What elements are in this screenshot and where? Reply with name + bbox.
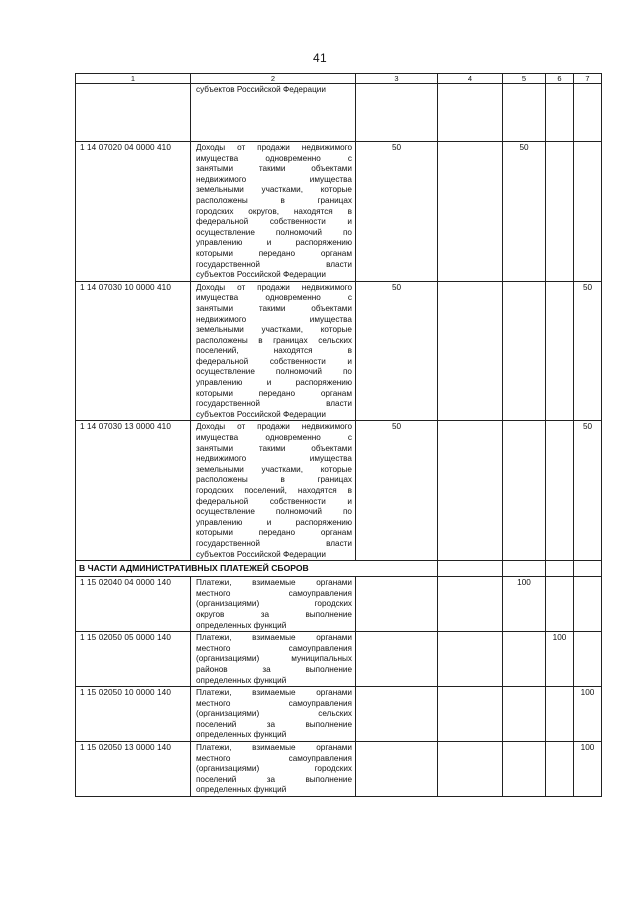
name-line: осуществление полномочий по — [196, 507, 352, 517]
header-cell-6: 6 — [546, 74, 574, 84]
value-cell-c6 — [546, 421, 574, 561]
value-cell-c4 — [438, 421, 503, 561]
name-cell — [191, 84, 356, 142]
value-cell-c3 — [356, 687, 438, 742]
header-cell-5: 5 — [503, 74, 546, 84]
value-cell-c3 — [356, 577, 438, 632]
value-cell-c5 — [503, 281, 546, 421]
value-cell-c5 — [503, 421, 546, 561]
value-cell-c7: 100 — [574, 687, 602, 742]
table-row — [76, 142, 602, 282]
name-line: субъектов Российской Федерации — [196, 85, 326, 94]
name-line: которыми передано органам — [196, 388, 352, 398]
value-cell-c4 — [438, 577, 503, 632]
name-line: недвижимого имущества — [196, 174, 352, 184]
table-row — [76, 742, 602, 797]
value-cell-c6: 100 — [546, 632, 574, 687]
name-line: земельными участками, которые — [196, 325, 352, 335]
name-line: определенных функций — [196, 730, 287, 740]
value-cell — [356, 84, 438, 142]
name-line: поселений, находятся в — [196, 346, 352, 356]
name-line: имущества одновременно с — [196, 433, 352, 443]
value-cell-c3 — [356, 632, 438, 687]
name-line: занятыми такими объектами — [196, 303, 352, 313]
name-line: субъектов Российской Федерации — [196, 270, 326, 280]
value-cell-c7 — [574, 142, 602, 282]
value-cell-c5 — [503, 632, 546, 687]
name-line: определенных функций — [196, 675, 287, 685]
name-line: определенных функций — [196, 620, 287, 630]
value-cell — [438, 84, 503, 142]
name-line: определенных функций — [196, 785, 287, 795]
name-line: Платежи, взимаемые органами — [196, 743, 352, 753]
code-cell: 1 15 02050 10 0000 140 — [76, 687, 191, 742]
header-cell-4: 4 — [438, 74, 503, 84]
name-line: государственной власти — [196, 538, 352, 548]
table-row — [76, 281, 602, 421]
value-cell-c7: 50 — [574, 281, 602, 421]
code-cell: 1 15 02050 13 0000 140 — [76, 742, 191, 797]
name-line: федеральной собственности и — [196, 356, 352, 366]
value-cell — [574, 561, 602, 577]
value-cell-c6 — [546, 142, 574, 282]
value-cell-c5: 50 — [503, 142, 546, 282]
name-line: округов за выполнение — [196, 609, 352, 619]
table-row — [76, 687, 602, 742]
name-line: местного самоуправления — [196, 698, 352, 708]
name-line: (организациями) городских — [196, 764, 352, 774]
name-line: земельными участками, которые — [196, 464, 352, 474]
name-cell — [191, 687, 356, 742]
name-line: местного самоуправления — [196, 588, 352, 598]
value-cell — [546, 561, 574, 577]
code-cell: 1 15 02040 04 0000 140 — [76, 577, 191, 632]
header-cell-7: 7 — [574, 74, 602, 84]
name-line: имущества одновременно с — [196, 293, 352, 303]
name-line: управлению и распоряжению — [196, 378, 352, 388]
name-cell — [191, 421, 356, 561]
page-number: 41 — [313, 51, 327, 65]
name-line: Доходы от продажи недвижимого — [196, 282, 352, 292]
value-cell-c4 — [438, 632, 503, 687]
header-cell-2: 2 — [191, 74, 356, 84]
name-line: недвижимого имущества — [196, 454, 352, 464]
name-line: федеральной собственности и — [196, 496, 352, 506]
value-cell-c4 — [438, 687, 503, 742]
value-cell — [438, 561, 503, 577]
value-cell-c3 — [356, 742, 438, 797]
table-row — [76, 577, 602, 632]
name-line: Доходы от продажи недвижимого — [196, 422, 352, 432]
value-cell-c4 — [438, 142, 503, 282]
value-cell-c7: 50 — [574, 421, 602, 561]
name-line: расположены в границах сельских — [196, 335, 352, 345]
name-line: государственной власти — [196, 399, 352, 409]
name-line: которыми передано органам — [196, 248, 352, 258]
value-cell-c6 — [546, 577, 574, 632]
name-line: городских поселений, находятся в — [196, 486, 352, 495]
name-line: управлению и распоряжению — [196, 517, 352, 527]
name-line: земельными участками, которые — [196, 185, 352, 195]
table-row — [76, 632, 602, 687]
value-cell-c6 — [546, 742, 574, 797]
value-cell-c6 — [546, 687, 574, 742]
code-cell: 1 14 07030 10 0000 410 — [76, 281, 191, 421]
header-row — [76, 74, 602, 84]
name-line: управлению и распоряжению — [196, 238, 352, 248]
name-line: занятыми такими объектами — [196, 443, 352, 453]
name-line: Платежи, взимаемые органами — [196, 633, 352, 643]
value-cell-c3: 50 — [356, 142, 438, 282]
value-cell-c3: 50 — [356, 281, 438, 421]
name-line: местного самоуправления — [196, 643, 352, 653]
name-line: районов за выполнение — [196, 664, 352, 674]
name-line: поселений за выполнение — [196, 774, 352, 784]
name-line: поселений за выполнение — [196, 719, 352, 729]
name-line: Платежи, взимаемые органами — [196, 688, 352, 698]
name-line: Доходы от продажи недвижимого — [196, 143, 352, 152]
name-line: (организациями) муниципальных — [196, 654, 352, 664]
value-cell — [574, 84, 602, 142]
name-line: недвижимого имущества — [196, 314, 352, 324]
value-cell-c6 — [546, 281, 574, 421]
value-cell-c5 — [503, 687, 546, 742]
name-line: осуществление полномочий по — [196, 227, 352, 237]
header-cell-1: 1 — [76, 74, 191, 84]
name-line: Платежи, взимаемые органами — [196, 578, 352, 588]
name-line: занятыми такими объектами — [196, 164, 352, 174]
name-cell — [191, 577, 356, 632]
value-cell-c7 — [574, 632, 602, 687]
section-title: В ЧАСТИ АДМИНИСТРАТИВНЫХ ПЛАТЕЖЕЙ СБОРОВ — [76, 561, 438, 577]
code-cell: 1 14 07020 04 0000 410 — [76, 142, 191, 282]
name-line: субъектов Российской Федерации — [196, 409, 326, 419]
name-line: имущества одновременно с — [196, 153, 352, 163]
value-cell-c7 — [574, 577, 602, 632]
section-row — [76, 561, 602, 577]
name-cell — [191, 142, 356, 282]
name-cell — [191, 281, 356, 421]
name-line: субъектов Российской Федерации — [196, 549, 326, 559]
table-row — [76, 421, 602, 561]
name-line: городских округов, находятся в — [196, 206, 352, 216]
value-cell — [503, 561, 546, 577]
value-cell-c3: 50 — [356, 421, 438, 561]
name-line: которыми передано органам — [196, 528, 352, 538]
value-cell — [503, 84, 546, 142]
name-line: (организациями) городских — [196, 599, 352, 609]
value-cell-c4 — [438, 742, 503, 797]
header-cell-3: 3 — [356, 74, 438, 84]
value-cell — [546, 84, 574, 142]
code-cell: 1 15 02050 05 0000 140 — [76, 632, 191, 687]
code-cell — [76, 84, 191, 142]
name-line: осуществление полномочий по — [196, 367, 352, 377]
name-line: расположены в границах — [196, 475, 352, 485]
name-line: (организациями) сельских — [196, 709, 352, 719]
value-cell-c7: 100 — [574, 742, 602, 797]
name-cell — [191, 632, 356, 687]
name-line: федеральной собственности и — [196, 217, 352, 227]
continuation-row — [76, 84, 602, 142]
value-cell-c5: 100 — [503, 577, 546, 632]
value-cell-c4 — [438, 281, 503, 421]
value-cell-c5 — [503, 742, 546, 797]
name-line: расположены в границах — [196, 195, 352, 205]
name-line: государственной власти — [196, 259, 352, 269]
budget-table — [75, 73, 602, 797]
name-line: местного самоуправления — [196, 753, 352, 763]
code-cell: 1 14 07030 13 0000 410 — [76, 421, 191, 561]
name-cell — [191, 742, 356, 797]
